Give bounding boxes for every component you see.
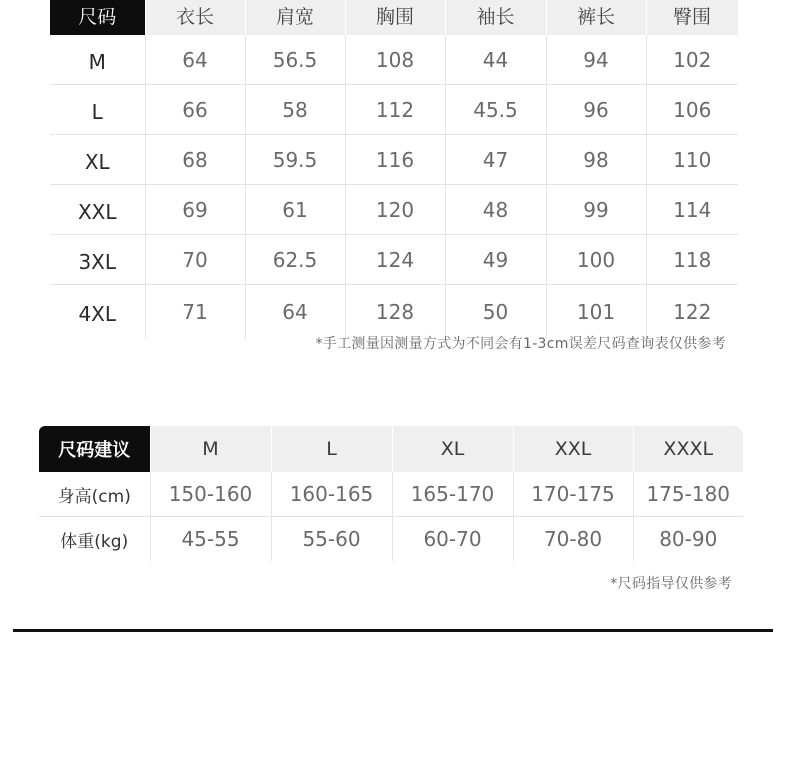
- pants-length-value: 96: [546, 85, 646, 135]
- size-chart-header-chest: 胸围: [345, 0, 445, 35]
- height-range: 150-160: [150, 472, 271, 517]
- sleeve-value: 50: [445, 285, 546, 340]
- size-chart-note: *手工测量因测量方式为不同会有1-3cm误差尺码查询表仅供参考: [315, 336, 726, 352]
- sleeve-value: 44: [445, 35, 546, 85]
- recommendation-note: *尺码指导仅供参考: [610, 576, 732, 592]
- size-chart-header-hip: 臀围: [646, 0, 738, 35]
- recommendation-header-size: XXL: [513, 426, 633, 472]
- weight-range: 60-70: [392, 517, 513, 562]
- length-value: 68: [145, 135, 245, 185]
- weight-range: 80-90: [659, 527, 718, 551]
- size-chart-header-pants-length: 裤长: [546, 0, 646, 35]
- recommendation-header-size: L: [271, 426, 392, 472]
- shoulder-value: 56.5: [245, 35, 345, 85]
- weight-label: 体重(kg): [39, 517, 150, 562]
- pants-length-value: 101: [546, 285, 646, 340]
- pants-length-value: 98: [546, 135, 646, 185]
- size-chart-header-length: 衣长: [145, 0, 245, 35]
- hip-value: 102: [646, 35, 738, 85]
- weight-range: 45-55: [150, 517, 271, 562]
- table-row: [50, 235, 738, 285]
- pants-length-value: 100: [546, 235, 646, 285]
- sleeve-value: 45.5: [445, 85, 546, 135]
- sleeve-value: 47: [445, 135, 546, 185]
- shoulder-value: 58: [245, 85, 345, 135]
- size-recommendation-table: [39, 426, 743, 561]
- table-row: [50, 35, 738, 85]
- chest-value: 124: [345, 235, 445, 285]
- size-chart-table: [50, 0, 739, 339]
- height-range: 165-170: [392, 472, 513, 517]
- length-value: 71: [145, 285, 245, 340]
- height-label: 身高(cm): [39, 472, 150, 517]
- table-row: [50, 285, 738, 340]
- size-label: 3XL: [50, 235, 145, 285]
- weight-range: 70-80: [513, 517, 633, 562]
- height-range: 170-175: [513, 472, 633, 517]
- recommendation-header-title: 尺码建议: [39, 426, 150, 472]
- section-divider: [13, 629, 773, 632]
- length-value: 70: [145, 235, 245, 285]
- size-label: M: [50, 35, 145, 85]
- size-chart-header-row: [50, 0, 738, 35]
- size-label: XL: [50, 135, 145, 185]
- hip-value: 122: [673, 300, 712, 324]
- size-label: XXL: [50, 185, 145, 235]
- table-row: [39, 472, 743, 517]
- height-range: 160-165: [271, 472, 392, 517]
- length-value: 69: [145, 185, 245, 235]
- chest-value: 108: [345, 35, 445, 85]
- shoulder-value: 64: [245, 285, 345, 340]
- table-row: [50, 185, 738, 235]
- height-range: 175-180: [633, 472, 743, 517]
- shoulder-value: 61: [245, 185, 345, 235]
- chest-value: 128: [345, 285, 445, 340]
- chest-value: 112: [345, 85, 445, 135]
- hip-value: 118: [646, 235, 738, 285]
- table-row: [50, 85, 738, 135]
- length-value: 64: [145, 35, 245, 85]
- shoulder-value: 59.5: [245, 135, 345, 185]
- weight-range: 55-60: [271, 517, 392, 562]
- shoulder-value: 62.5: [245, 235, 345, 285]
- recommendation-header-size: XXXL: [633, 426, 743, 472]
- size-chart-header-size: 尺码: [50, 0, 145, 35]
- recommendation-header-size: XL: [392, 426, 513, 472]
- chest-value: 116: [345, 135, 445, 185]
- pants-length-value: 99: [546, 185, 646, 235]
- sleeve-value: 49: [445, 235, 546, 285]
- size-label: L: [50, 85, 145, 135]
- size-chart-header-sleeve: 袖长: [445, 0, 546, 35]
- recommendation-header-size: M: [150, 426, 271, 472]
- table-row: [50, 135, 738, 185]
- hip-value: 114: [646, 185, 738, 235]
- size-chart-header-shoulder: 肩宽: [245, 0, 345, 35]
- length-value: 66: [145, 85, 245, 135]
- size-label: 4XL: [50, 285, 145, 340]
- hip-value: 106: [646, 85, 738, 135]
- hip-value: 110: [646, 135, 738, 185]
- recommendation-header-row: [39, 426, 743, 472]
- sleeve-value: 48: [445, 185, 546, 235]
- table-row: [39, 517, 743, 562]
- pants-length-value: 94: [546, 35, 646, 85]
- chest-value: 120: [345, 185, 445, 235]
